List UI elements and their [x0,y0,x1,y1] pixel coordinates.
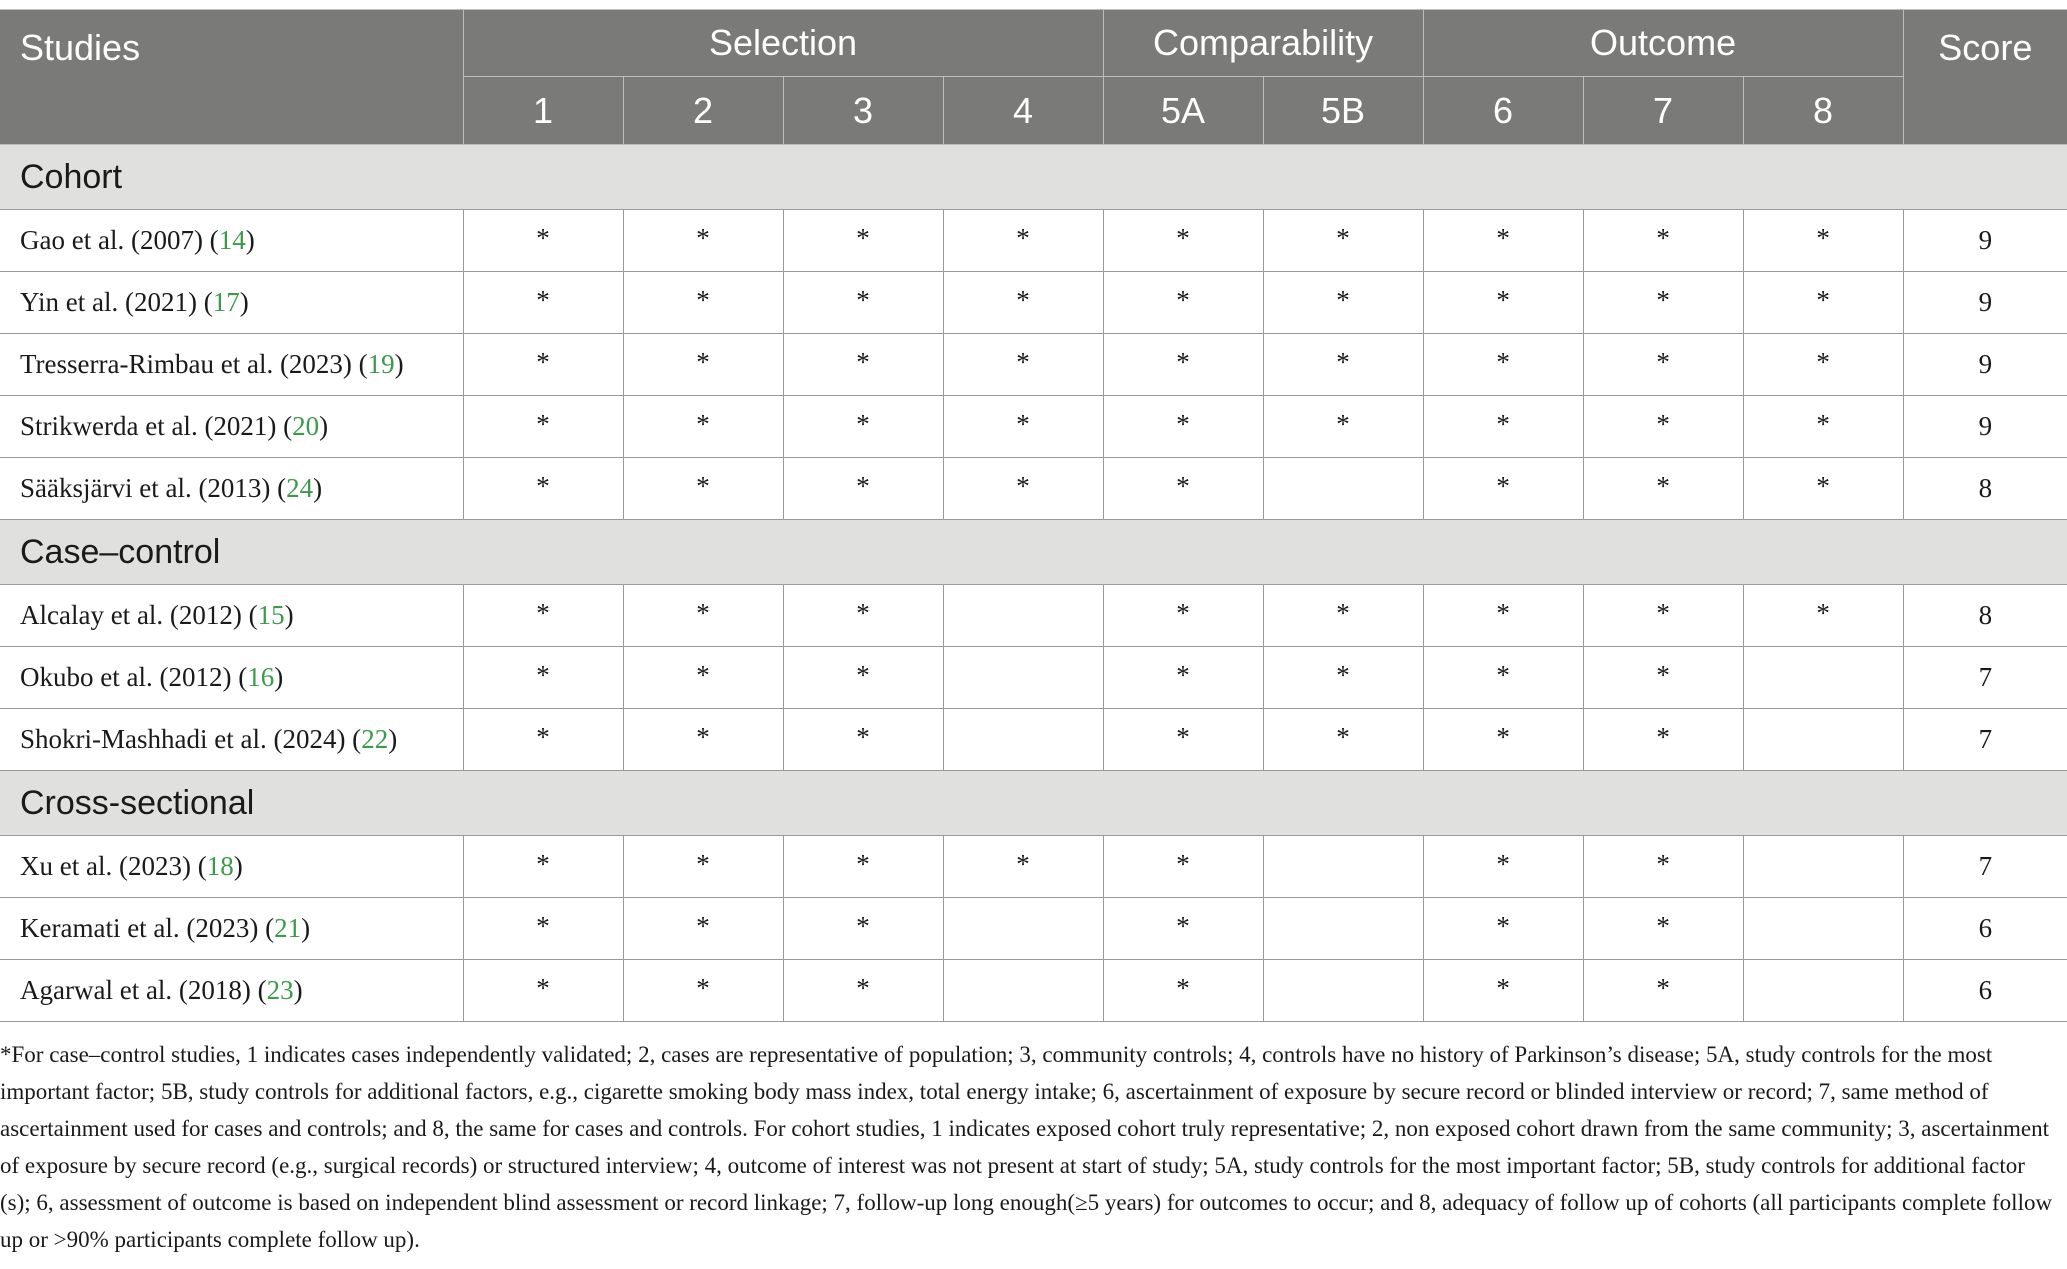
star-cell-6 [1423,836,1583,898]
table-row [0,396,2067,458]
star-cell-2 [623,709,783,771]
header-comparability: Comparability [1103,10,1423,77]
star-mark: * [1176,409,1190,439]
star-cell-1 [463,334,623,396]
star-mark: * [1016,347,1030,377]
star-cell-5b [1263,585,1423,647]
star-mark: * [1496,722,1510,752]
star-cell-8 [1743,396,1903,458]
star-mark: * [856,223,870,253]
study-cell [0,898,463,960]
score-cell: 7 [1903,836,2067,898]
table-row [0,960,2067,1022]
star-cell-8 [1743,458,1903,520]
star-cell-1 [463,960,623,1022]
star-mark: * [856,911,870,941]
reference-link[interactable]: 14 [218,225,246,255]
star-cell-7 [1583,960,1743,1022]
star-mark: * [856,347,870,377]
study-cell [0,585,463,647]
header-item-5b: 5B [1263,77,1423,145]
star-mark: * [1176,660,1190,690]
star-mark: * [536,849,550,879]
star-cell-3 [783,647,943,709]
star-cell-3 [783,458,943,520]
study-cell [0,960,463,1022]
star-cell-5a [1103,836,1263,898]
star-mark: * [1496,660,1510,690]
group-label: Cohort [0,145,2067,210]
star-mark: * [1176,911,1190,941]
header-row-groups [0,10,2067,77]
study-cell [0,396,463,458]
star-cell-3 [783,585,943,647]
group-row [0,145,2067,210]
star-cell-7 [1583,334,1743,396]
star-cell-6 [1423,272,1583,334]
star-mark: * [1176,849,1190,879]
star-cell-5b [1263,836,1423,898]
star-mark: * [856,722,870,752]
star-cell-6 [1423,709,1583,771]
reference-link[interactable]: 16 [247,662,275,692]
study-name: Shokri-Mashhadi et al. (2024) ( [20,724,362,754]
star-cell-8 [1743,334,1903,396]
star-cell-8 [1743,210,1903,272]
star-mark: * [1656,911,1670,941]
star-cell-7 [1583,585,1743,647]
star-cell-7 [1583,272,1743,334]
study-cell [0,210,463,272]
study-name: Sääksjärvi et al. (2013) ( [20,473,287,503]
star-mark: * [536,347,550,377]
star-mark: * [1016,471,1030,501]
header-item-1: 1 [463,77,623,145]
star-mark: * [1656,598,1670,628]
star-mark: * [1176,347,1190,377]
star-cell-6 [1423,334,1583,396]
reference-close: ) [394,349,404,379]
star-mark: * [1336,285,1350,315]
star-mark: * [696,285,710,315]
star-mark: * [1496,223,1510,253]
star-cell-5a [1103,647,1263,709]
star-mark: * [856,285,870,315]
star-cell-5a [1103,210,1263,272]
star-cell-1 [463,647,623,709]
study-name: Okubo et al. (2012) ( [20,662,248,692]
star-cell-5a [1103,585,1263,647]
star-cell-1 [463,396,623,458]
star-cell-5b [1263,709,1423,771]
star-mark: * [856,409,870,439]
star-cell-5a [1103,396,1263,458]
star-cell-2 [623,647,783,709]
reference-link[interactable]: 23 [266,975,294,1005]
star-mark: * [696,598,710,628]
star-cell-3 [783,272,943,334]
star-mark: * [696,471,710,501]
star-cell-2 [623,396,783,458]
star-cell-4 [943,585,1103,647]
star-cell-6 [1423,647,1583,709]
star-cell-5a [1103,458,1263,520]
star-cell-8 [1743,836,1903,898]
star-cell-3 [783,898,943,960]
star-cell-1 [463,210,623,272]
star-cell-6 [1423,396,1583,458]
star-cell-2 [623,898,783,960]
star-mark: * [856,660,870,690]
star-mark: * [1816,598,1830,628]
star-mark: * [536,722,550,752]
table-row [0,647,2067,709]
header-item-6: 6 [1423,77,1583,145]
star-cell-5b [1263,210,1423,272]
star-cell-7 [1583,210,1743,272]
score-cell: 9 [1903,272,2067,334]
table-row [0,709,2067,771]
star-cell-5a [1103,272,1263,334]
star-mark: * [1816,285,1830,315]
reference-link[interactable]: 22 [361,724,389,754]
score-cell: 8 [1903,585,2067,647]
star-mark: * [1656,849,1670,879]
star-mark: * [696,849,710,879]
star-cell-3 [783,396,943,458]
reference-close: ) [313,473,323,503]
star-mark: * [1336,722,1350,752]
star-cell-1 [463,836,623,898]
reference-link[interactable]: 24 [286,473,314,503]
star-cell-8 [1743,272,1903,334]
star-cell-2 [623,334,783,396]
star-mark: * [696,973,710,1003]
reference-close: ) [245,225,255,255]
star-mark: * [1176,285,1190,315]
star-mark: * [1176,722,1190,752]
star-cell-8 [1743,898,1903,960]
table-row [0,585,2067,647]
reference-close: ) [301,913,311,943]
star-mark: * [1016,223,1030,253]
header-item-2: 2 [623,77,783,145]
star-cell-2 [623,210,783,272]
star-cell-5b [1263,458,1423,520]
star-mark: * [536,660,550,690]
star-mark: * [1016,409,1030,439]
reference-close: ) [274,662,284,692]
score-cell: 7 [1903,709,2067,771]
star-cell-5a [1103,709,1263,771]
star-mark: * [1176,223,1190,253]
table-row [0,898,2067,960]
star-mark: * [1816,347,1830,377]
star-mark: * [856,598,870,628]
star-cell-6 [1423,585,1583,647]
table-body [0,145,2067,1022]
study-name: Keramati et al. (2023) ( [20,913,275,943]
star-cell-4 [943,272,1103,334]
star-mark: * [1336,598,1350,628]
table-row [0,210,2067,272]
star-cell-6 [1423,960,1583,1022]
header-item-7: 7 [1583,77,1743,145]
star-cell-1 [463,272,623,334]
star-cell-1 [463,458,623,520]
star-mark: * [856,849,870,879]
star-mark: * [1496,973,1510,1003]
star-cell-7 [1583,458,1743,520]
star-mark: * [696,223,710,253]
star-mark: * [1656,223,1670,253]
star-mark: * [1496,347,1510,377]
star-cell-5b [1263,272,1423,334]
table-header [0,10,2067,145]
quality-assessment-table-container [0,9,2067,1022]
star-cell-5b [1263,334,1423,396]
star-mark: * [696,409,710,439]
table-row [0,272,2067,334]
study-cell [0,709,463,771]
star-mark: * [536,223,550,253]
star-cell-5b [1263,898,1423,960]
header-outcome: Outcome [1423,10,1903,77]
score-cell: 9 [1903,396,2067,458]
table-footnote: *For case–control studies, 1 indicates cases independently validated; 2, cases are representative of population; 3, community controls; 4, controls have no history of Parkinson’s disease; 5A, study controls for the most important factor; 5B, study controls for additional factors, e.g., cigarette smoking body mass index, total energy intake; 6, ascertainment of exposure by secure record or blinded interview or record; 7, same method of ascertainment used for cases and controls; and 8, the same for cases and controls. For cohort studies, 1 indicates exposed cohort truly representative; 2, non exposed cohort drawn from the same community; 3, ascertainment of exposure by secure record (e.g., surgical records) or structured interview; 4, outcome of interest was not present at start of study; 5A, study controls for the most important factor; 5B, study controls for additional factor (s); 6, assessment of outcome is based on independent blind assessment or record linkage; 7, follow-up long enough(≥5 years) for outcomes to occur; and 8, adequacy of follow up of cohorts (all participants complete follow up or >90% participants complete follow up). [0,1042,2053,1252]
reference-close: ) [388,724,398,754]
star-cell-4 [943,458,1103,520]
star-cell-1 [463,585,623,647]
reference-link[interactable]: 17 [212,287,240,317]
star-mark: * [1496,911,1510,941]
reference-link[interactable]: 20 [292,411,320,441]
star-cell-7 [1583,396,1743,458]
star-cell-4 [943,334,1103,396]
star-mark: * [1656,660,1670,690]
star-mark: * [1176,471,1190,501]
header-item-8: 8 [1743,77,1903,145]
star-cell-7 [1583,709,1743,771]
group-row [0,771,2067,836]
star-cell-3 [783,960,943,1022]
star-mark: * [1656,973,1670,1003]
star-mark: * [1656,722,1670,752]
reference-close: ) [239,287,249,317]
star-cell-5b [1263,960,1423,1022]
star-mark: * [696,660,710,690]
header-studies: Studies [0,10,463,145]
study-cell [0,458,463,520]
star-mark: * [856,973,870,1003]
reference-close: ) [319,411,329,441]
star-cell-2 [623,585,783,647]
table-row [0,458,2067,520]
star-mark: * [1336,223,1350,253]
star-mark: * [1496,409,1510,439]
study-name: Alcalay et al. (2012) ( [20,600,258,630]
study-cell [0,836,463,898]
score-cell: 9 [1903,210,2067,272]
star-mark: * [696,911,710,941]
star-cell-3 [783,334,943,396]
star-mark: * [536,471,550,501]
star-cell-4 [943,396,1103,458]
reference-link[interactable]: 21 [274,913,302,943]
star-cell-4 [943,709,1103,771]
star-cell-6 [1423,210,1583,272]
header-item-4: 4 [943,77,1103,145]
study-cell [0,334,463,396]
star-mark: * [536,911,550,941]
star-cell-5a [1103,898,1263,960]
star-cell-3 [783,210,943,272]
star-mark: * [536,598,550,628]
group-row [0,520,2067,585]
star-cell-7 [1583,647,1743,709]
star-cell-2 [623,960,783,1022]
star-cell-7 [1583,898,1743,960]
header-item-5a: 5A [1103,77,1263,145]
study-cell [0,647,463,709]
score-cell: 6 [1903,898,2067,960]
star-cell-4 [943,836,1103,898]
study-name: Tresserra-Rimbau et al. (2023) ( [20,349,368,379]
star-cell-8 [1743,960,1903,1022]
star-mark: * [1336,409,1350,439]
star-cell-1 [463,898,623,960]
star-mark: * [1656,409,1670,439]
star-cell-6 [1423,458,1583,520]
star-mark: * [1496,471,1510,501]
reference-link[interactable]: 18 [206,851,234,881]
group-label: Cross-sectional [0,771,2067,836]
reference-close: ) [293,975,303,1005]
study-name: Strikwerda et al. (2021) ( [20,411,293,441]
header-score: Score [1903,10,2067,145]
study-cell [0,272,463,334]
star-cell-2 [623,458,783,520]
star-cell-5b [1263,647,1423,709]
star-mark: * [1816,223,1830,253]
header-item-3: 3 [783,77,943,145]
star-mark: * [1816,471,1830,501]
star-cell-4 [943,647,1103,709]
star-mark: * [536,973,550,1003]
star-mark: * [1176,973,1190,1003]
star-cell-1 [463,709,623,771]
score-cell: 8 [1903,458,2067,520]
star-mark: * [1496,598,1510,628]
table-row [0,836,2067,898]
star-cell-3 [783,709,943,771]
star-mark: * [696,347,710,377]
score-cell: 7 [1903,647,2067,709]
star-cell-8 [1743,647,1903,709]
star-mark: * [1336,347,1350,377]
star-cell-4 [943,898,1103,960]
reference-close: ) [233,851,243,881]
score-cell: 9 [1903,334,2067,396]
star-mark: * [1816,409,1830,439]
study-name: Gao et al. (2007) ( [20,225,219,255]
star-cell-8 [1743,709,1903,771]
star-mark: * [1016,285,1030,315]
star-mark: * [1656,471,1670,501]
star-cell-3 [783,836,943,898]
star-cell-8 [1743,585,1903,647]
star-mark: * [1176,598,1190,628]
star-mark: * [1656,285,1670,315]
study-name: Yin et al. (2021) ( [20,287,213,317]
star-mark: * [856,471,870,501]
star-cell-4 [943,210,1103,272]
star-mark: * [1016,849,1030,879]
star-cell-7 [1583,836,1743,898]
star-mark: * [1336,660,1350,690]
star-cell-5a [1103,334,1263,396]
star-cell-5b [1263,396,1423,458]
quality-assessment-table [0,9,2067,1022]
study-name: Xu et al. (2023) ( [20,851,207,881]
score-cell: 6 [1903,960,2067,1022]
reference-close: ) [284,600,294,630]
star-mark: * [696,722,710,752]
star-cell-6 [1423,898,1583,960]
star-mark: * [1496,285,1510,315]
star-mark: * [1656,347,1670,377]
group-label: Case–control [0,520,2067,585]
star-mark: * [536,409,550,439]
star-cell-5a [1103,960,1263,1022]
header-selection: Selection [463,10,1103,77]
star-cell-4 [943,960,1103,1022]
reference-link[interactable]: 15 [257,600,285,630]
star-mark: * [536,285,550,315]
star-mark: * [1496,849,1510,879]
reference-link[interactable]: 19 [367,349,395,379]
star-cell-2 [623,272,783,334]
study-name: Agarwal et al. (2018) ( [20,975,267,1005]
table-row [0,334,2067,396]
star-cell-2 [623,836,783,898]
